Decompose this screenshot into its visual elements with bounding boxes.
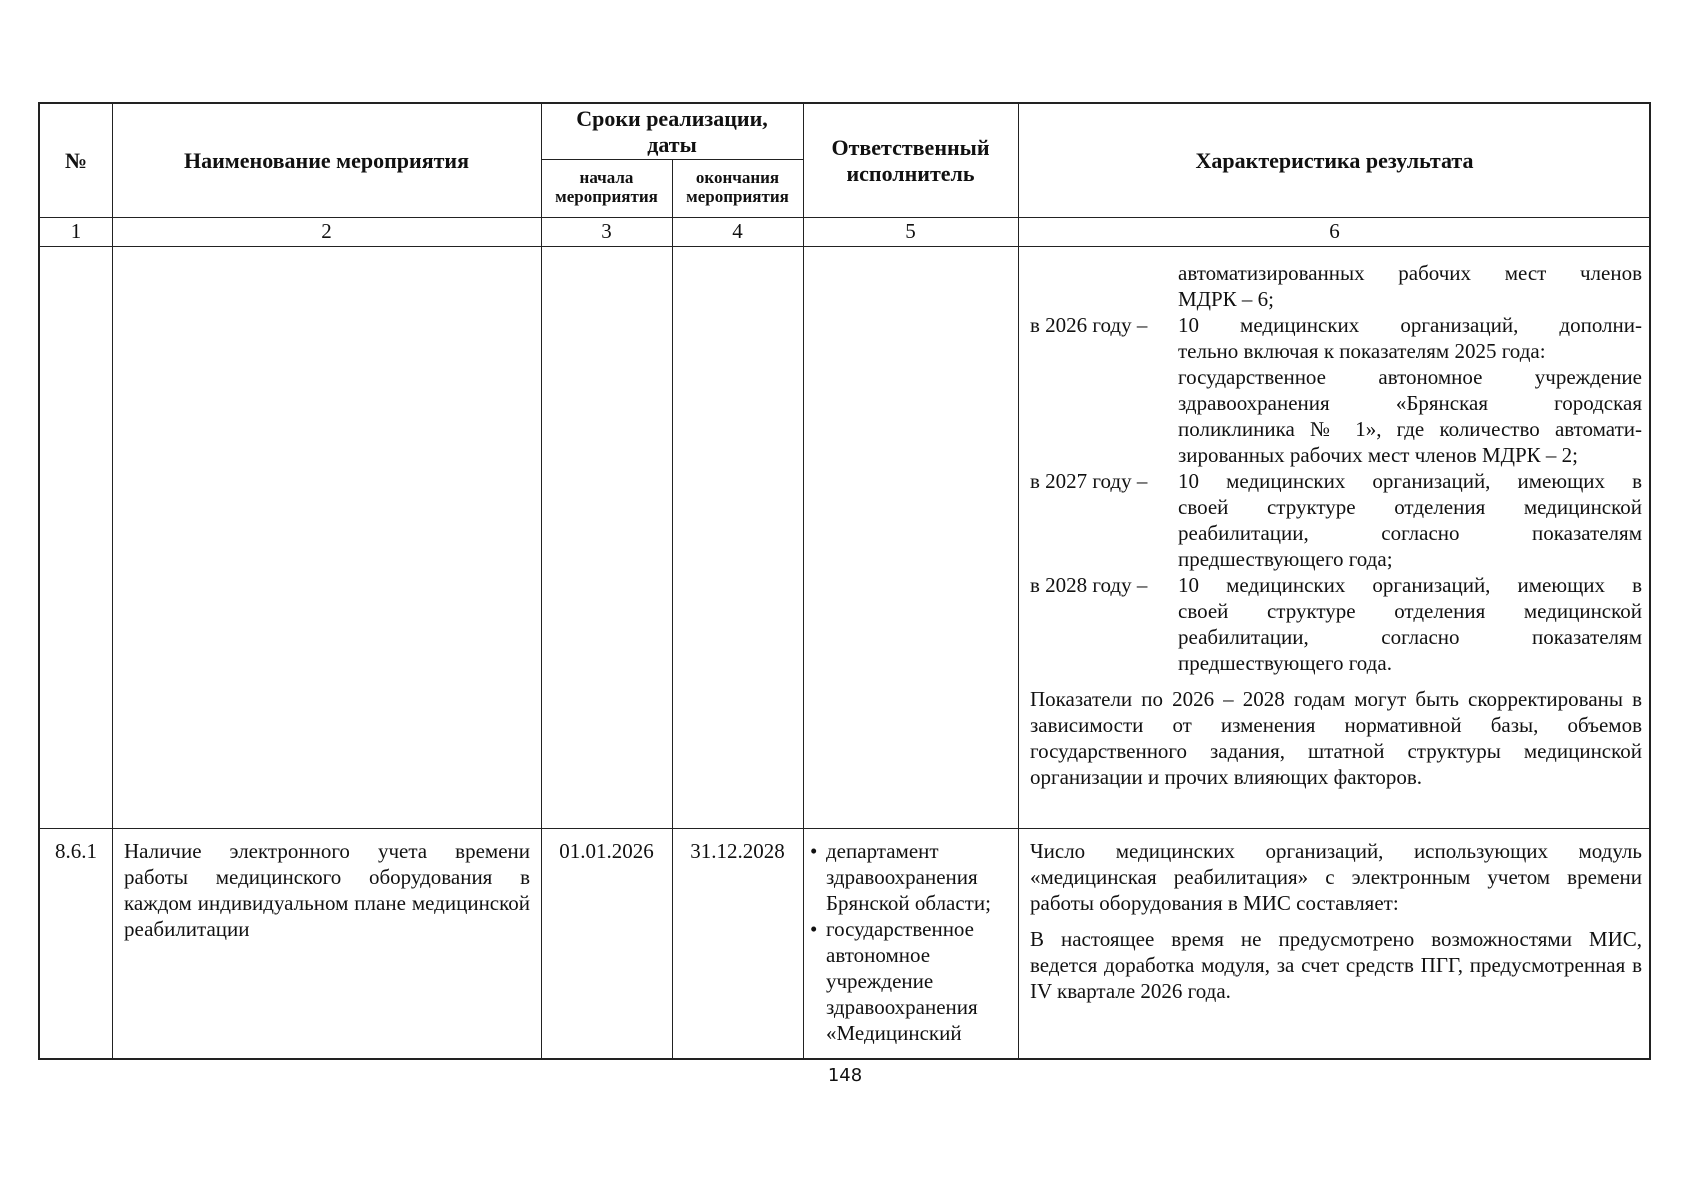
- result-paragraph: Число медицинских организаций, использующих модуль «медицинская реабилитация» с электронным учетом времени работы оборудования в МИС составляет:: [1030, 839, 1642, 915]
- col-divider: [672, 159, 673, 1058]
- result-line: своей структуре отделения медицинской: [1178, 599, 1642, 623]
- result-line: 10 медицинских организаций, имеющих в: [1178, 469, 1642, 493]
- header-terms: Сроки реализации, даты: [576, 106, 768, 157]
- plan-table: [38, 102, 1651, 1060]
- header-responsible: Ответственный исполнитель: [831, 135, 990, 186]
- header-name: Наименование мероприятия: [183, 147, 470, 173]
- header-end: окончания мероприятия: [686, 168, 789, 206]
- page-number: 148: [827, 1065, 863, 1086]
- result-line: 10 медицинских организаций, имеющих в: [1178, 573, 1642, 597]
- result-line: здравоохранения «Брянская городская: [1178, 391, 1642, 415]
- year-label: в 2028 году –: [1030, 573, 1148, 597]
- row-result: [1030, 838, 1642, 1004]
- column-number: 5: [905, 219, 916, 243]
- start-date: 01.01.2026: [559, 839, 654, 863]
- responsible-item: • департамент здравоохранения Брянской области;: [808, 838, 1014, 916]
- result-line: зированных рабочих мест членов МДРК – 2;: [1178, 443, 1579, 467]
- responsible-item: • государственное автономное учреждение здравоохранения «Медицинский: [808, 916, 1014, 1046]
- result-line: предшествующего года.: [1178, 651, 1392, 675]
- measure-name: Наличие электронного учета времени работы медицинского оборудования в каждом индивидуальном плане медицинской реабилитации: [124, 839, 530, 941]
- result-line: предшествующего года;: [1178, 547, 1393, 571]
- result-line: тельно включая к показателям 2025 года:: [1178, 339, 1546, 363]
- header-start: начала мероприятия: [555, 168, 658, 206]
- result-line: реабилитации, согласно показателям: [1178, 521, 1642, 545]
- result-paragraph: В настоящее время не предусмотрено возможностями МИС, ведется доработка модуля, за счет средств ПГГ, предусмотренная в IV квартале 2026 года.: [1030, 927, 1642, 1003]
- responsible-list: [808, 838, 1014, 1046]
- result-line: государственное автономное учреждение: [1178, 365, 1642, 389]
- row-number: 8.6.1: [55, 839, 97, 863]
- continuation-result: [1030, 260, 1642, 790]
- column-number: 1: [70, 219, 82, 243]
- col-divider: [541, 104, 542, 1058]
- column-number: 4: [732, 219, 743, 243]
- col-divider: [1018, 104, 1019, 1058]
- result-line: МДРК – 6;: [1178, 287, 1275, 311]
- result-note: Показатели по 2026 – 2028 годам могут быть скорректированы в зависимости от изменения нормативной базы, объемов государственного задания, штатной структуры медицинской организации и прочих влияющих факторов.: [1030, 687, 1642, 789]
- result-line: автоматизированных рабочих мест членов: [1178, 261, 1642, 285]
- result-line: реабилитации, согласно показателям: [1178, 625, 1642, 649]
- column-number: 2: [321, 219, 332, 243]
- result-line: поликлиника № 1», где количество автомати-: [1178, 417, 1642, 441]
- col-divider: [803, 104, 804, 1058]
- column-number: 3: [601, 219, 612, 243]
- end-date: 31.12.2028: [690, 839, 785, 863]
- column-number: 6: [1329, 219, 1340, 243]
- year-label: в 2027 году –: [1030, 469, 1148, 493]
- row-divider: [40, 828, 1649, 829]
- result-line: своей структуре отделения медицинской: [1178, 495, 1642, 519]
- header-num: №: [64, 147, 88, 173]
- row-divider: [40, 246, 1649, 247]
- header-result: Характеристика результата: [1195, 147, 1474, 173]
- col-divider: [112, 104, 113, 1058]
- year-label: в 2026 году –: [1030, 313, 1148, 337]
- result-line: 10 медицинских организаций, дополни-: [1178, 313, 1642, 337]
